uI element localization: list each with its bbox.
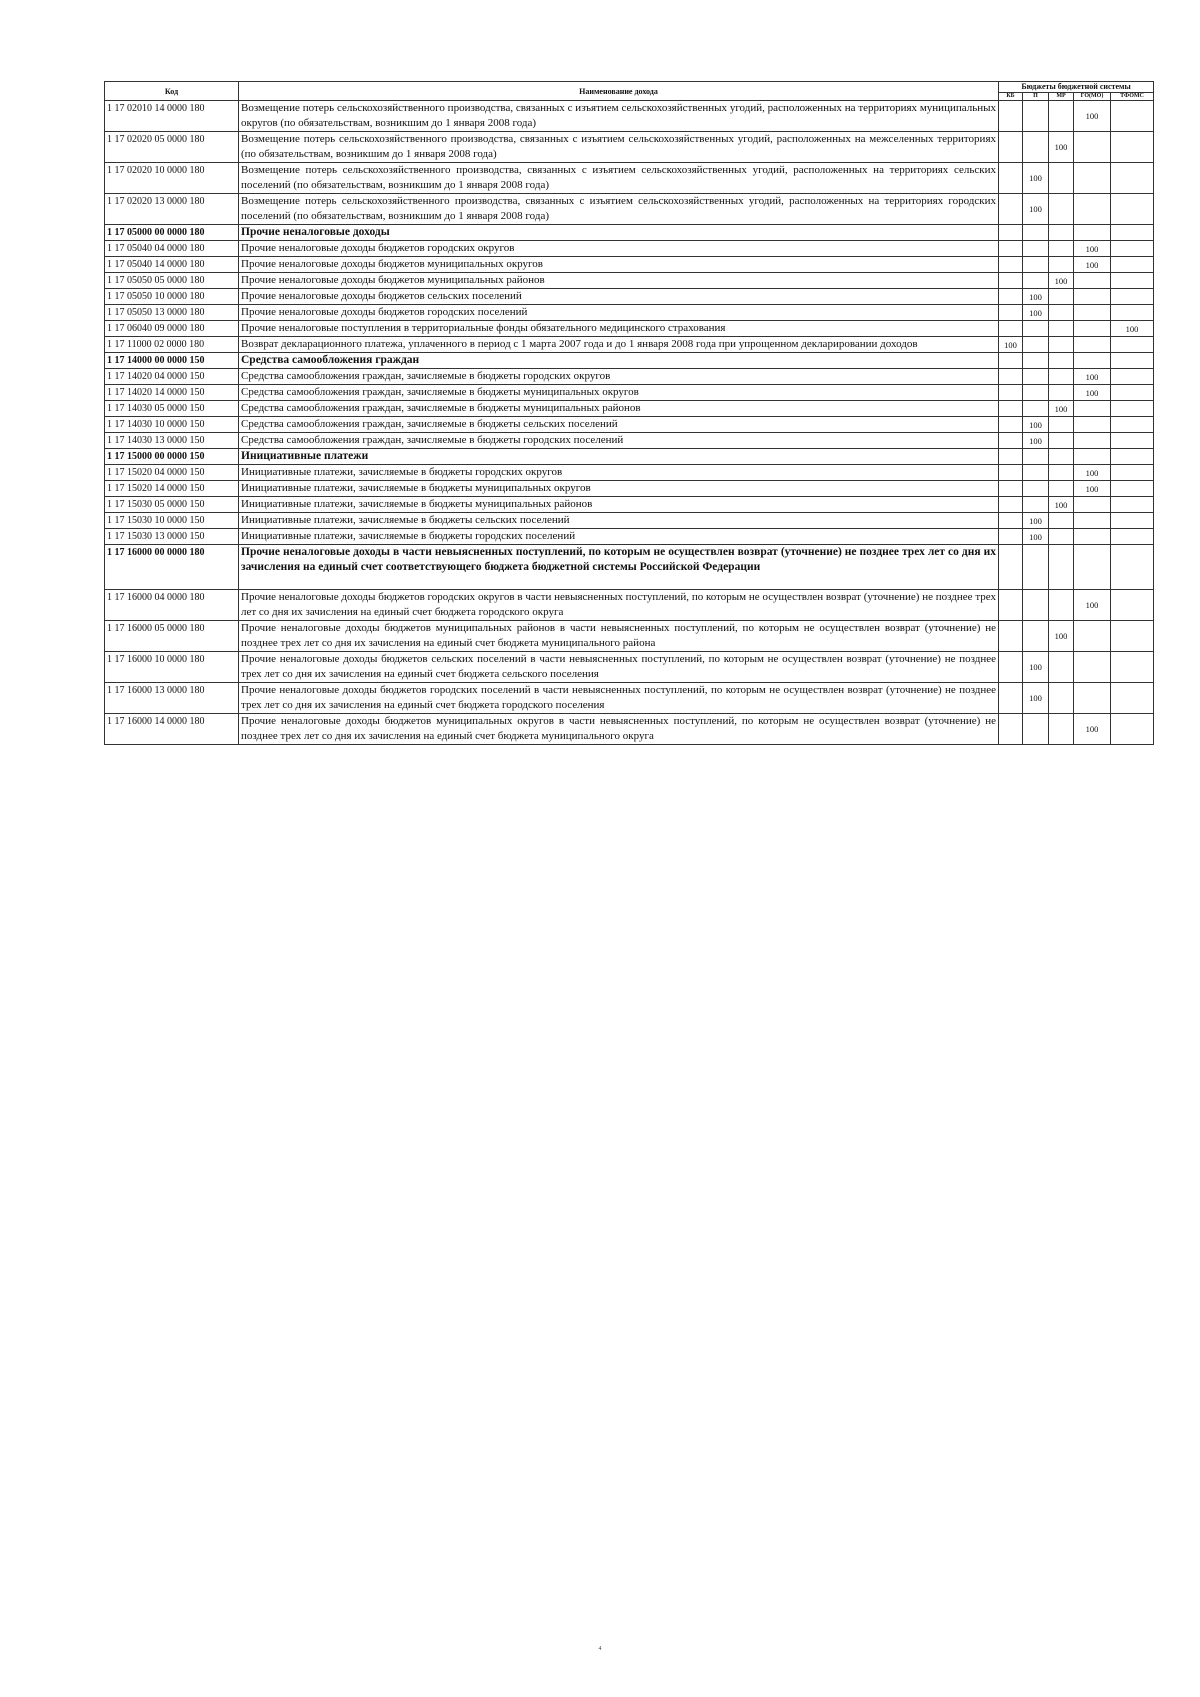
share-p: [1023, 225, 1049, 241]
share-kb: [999, 225, 1023, 241]
share-mr: [1049, 652, 1074, 683]
share-mr: [1049, 433, 1074, 449]
table-body: [105, 101, 1154, 745]
table-row: [105, 621, 1154, 652]
table-row: [105, 529, 1154, 545]
share-mr: [1049, 590, 1074, 621]
share-tfoms: [1111, 289, 1154, 305]
revenue-name: Прочие неналоговые доходы бюджетов сельских поселений: [239, 289, 999, 305]
share-p: [1023, 337, 1049, 353]
revenue-name: Инициативные платежи, зачисляемые в бюджеты муниципальных районов: [239, 497, 999, 513]
share-mr: 100: [1049, 497, 1074, 513]
table-row: [105, 321, 1154, 337]
revenue-code: 1 17 05040 14 0000 180: [105, 257, 239, 273]
document-page: [104, 81, 1153, 745]
share-tfoms: [1111, 652, 1154, 683]
header-col-kb: КБ: [999, 93, 1023, 101]
share-go-mo: [1074, 321, 1111, 337]
revenue-name: Инициативные платежи, зачисляемые в бюджеты сельских поселений: [239, 513, 999, 529]
share-p: [1023, 369, 1049, 385]
share-p: [1023, 621, 1049, 652]
revenue-code: 1 17 05050 05 0000 180: [105, 273, 239, 289]
share-tfoms: [1111, 305, 1154, 321]
revenue-name: Прочие неналоговые доходы бюджетов городских округов: [239, 241, 999, 257]
share-tfoms: 100: [1111, 321, 1154, 337]
share-p: 100: [1023, 433, 1049, 449]
header-col-go-mo: ГО(МО): [1074, 93, 1111, 101]
share-kb: [999, 369, 1023, 385]
table-row: [105, 337, 1154, 353]
table-row: [105, 590, 1154, 621]
share-p: 100: [1023, 513, 1049, 529]
share-tfoms: [1111, 590, 1154, 621]
header-col-p: П: [1023, 93, 1049, 101]
share-mr: [1049, 225, 1074, 241]
revenue-name: Инициативные платежи: [239, 449, 999, 465]
share-tfoms: [1111, 101, 1154, 132]
share-kb: [999, 513, 1023, 529]
share-kb: [999, 714, 1023, 745]
table-header-row: [105, 82, 1154, 93]
share-kb: [999, 465, 1023, 481]
share-p: 100: [1023, 305, 1049, 321]
share-kb: [999, 132, 1023, 163]
revenue-code: 1 17 16000 00 0000 180: [105, 545, 239, 590]
share-go-mo: [1074, 225, 1111, 241]
revenue-code: 1 17 15000 00 0000 150: [105, 449, 239, 465]
share-go-mo: [1074, 513, 1111, 529]
revenue-name: Прочие неналоговые доходы бюджетов сельских поселений в части невыясненных поступлений, по которым не осуществлен возврат (уточнение) не позднее трех лет со дня их зачисления на единый счет бюджета сельского поселения: [239, 652, 999, 683]
share-go-mo: [1074, 401, 1111, 417]
share-tfoms: [1111, 241, 1154, 257]
share-go-mo: [1074, 273, 1111, 289]
share-go-mo: [1074, 529, 1111, 545]
table-row: [105, 163, 1154, 194]
share-go-mo: [1074, 132, 1111, 163]
share-kb: [999, 449, 1023, 465]
table-row: [105, 273, 1154, 289]
table-row: [105, 369, 1154, 385]
share-kb: [999, 353, 1023, 369]
share-tfoms: [1111, 194, 1154, 225]
share-tfoms: [1111, 273, 1154, 289]
revenue-code: 1 17 16000 13 0000 180: [105, 683, 239, 714]
share-p: 100: [1023, 289, 1049, 305]
header-col-tfoms: ТФОМС: [1111, 93, 1154, 101]
share-kb: [999, 241, 1023, 257]
share-kb: [999, 621, 1023, 652]
revenue-name: Инициативные платежи, зачисляемые в бюджеты муниципальных округов: [239, 481, 999, 497]
share-kb: [999, 321, 1023, 337]
share-kb: [999, 545, 1023, 590]
share-kb: [999, 652, 1023, 683]
revenue-code: 1 17 16000 14 0000 180: [105, 714, 239, 745]
section-row: [105, 225, 1154, 241]
section-row: [105, 545, 1154, 590]
revenue-name: Средства самообложения граждан, зачисляемые в бюджеты сельских поселений: [239, 417, 999, 433]
revenue-name: Прочие неналоговые доходы бюджетов городских округов в части невыясненных поступлений, по которым не осуществлен возврат (уточнение) не позднее трех лет со дня их зачисления на единый счет бюджета городского округа: [239, 590, 999, 621]
share-tfoms: [1111, 132, 1154, 163]
revenue-code: 1 17 15020 14 0000 150: [105, 481, 239, 497]
revenue-code: 1 17 02020 05 0000 180: [105, 132, 239, 163]
share-mr: [1049, 321, 1074, 337]
revenue-name: Прочие неналоговые доходы бюджетов муниципальных районов в части невыясненных поступлений, по которым не осуществлен возврат (уточнение) не позднее трех лет со дня их зачисления на единый счет бюджета муниципального района: [239, 621, 999, 652]
section-row: [105, 449, 1154, 465]
share-tfoms: [1111, 529, 1154, 545]
share-mr: [1049, 369, 1074, 385]
share-go-mo: [1074, 621, 1111, 652]
share-tfoms: [1111, 385, 1154, 401]
revenue-code: 1 17 14030 05 0000 150: [105, 401, 239, 417]
table-row: [105, 465, 1154, 481]
share-p: [1023, 257, 1049, 273]
share-go-mo: [1074, 417, 1111, 433]
table-row: [105, 433, 1154, 449]
table-row: [105, 401, 1154, 417]
revenue-name: Прочие неналоговые доходы: [239, 225, 999, 241]
share-go-mo: 100: [1074, 101, 1111, 132]
share-go-mo: 100: [1074, 714, 1111, 745]
share-p: 100: [1023, 163, 1049, 194]
table-row: [105, 289, 1154, 305]
header-col-mr: МР: [1049, 93, 1074, 101]
share-tfoms: [1111, 621, 1154, 652]
share-tfoms: [1111, 353, 1154, 369]
revenue-name: Инициативные платежи, зачисляемые в бюджеты городских поселений: [239, 529, 999, 545]
share-kb: [999, 163, 1023, 194]
share-go-mo: 100: [1074, 481, 1111, 497]
table-row: [105, 652, 1154, 683]
revenue-name: Прочие неналоговые доходы бюджетов городских поселений в части невыясненных поступлений, по которым не осуществлен возврат (уточнение) не позднее трех лет со дня их зачисления на единый счет бюджета городского поселения: [239, 683, 999, 714]
share-mr: 100: [1049, 401, 1074, 417]
table-row: [105, 305, 1154, 321]
revenue-code: 1 17 14000 00 0000 150: [105, 353, 239, 369]
share-mr: [1049, 465, 1074, 481]
share-go-mo: [1074, 449, 1111, 465]
share-go-mo: 100: [1074, 241, 1111, 257]
share-mr: [1049, 353, 1074, 369]
table-row: [105, 241, 1154, 257]
revenue-name: Прочие неналоговые доходы бюджетов городских поселений: [239, 305, 999, 321]
header-revenue-name: Наименование дохода: [239, 82, 999, 101]
revenue-code: 1 17 15020 04 0000 150: [105, 465, 239, 481]
table-row: [105, 101, 1154, 132]
share-tfoms: [1111, 545, 1154, 590]
share-mr: [1049, 101, 1074, 132]
share-p: [1023, 353, 1049, 369]
share-go-mo: [1074, 194, 1111, 225]
share-go-mo: [1074, 545, 1111, 590]
share-p: [1023, 481, 1049, 497]
share-tfoms: [1111, 337, 1154, 353]
share-tfoms: [1111, 417, 1154, 433]
share-p: [1023, 321, 1049, 337]
share-p: 100: [1023, 417, 1049, 433]
share-tfoms: [1111, 401, 1154, 417]
revenue-code: 1 17 02010 14 0000 180: [105, 101, 239, 132]
share-p: [1023, 401, 1049, 417]
share-go-mo: [1074, 497, 1111, 513]
share-mr: [1049, 289, 1074, 305]
share-p: [1023, 714, 1049, 745]
share-tfoms: [1111, 465, 1154, 481]
revenue-name: Инициативные платежи, зачисляемые в бюджеты городских округов: [239, 465, 999, 481]
share-p: [1023, 101, 1049, 132]
share-kb: [999, 385, 1023, 401]
share-go-mo: [1074, 433, 1111, 449]
page-number: 4: [598, 1646, 602, 1652]
share-mr: [1049, 337, 1074, 353]
share-go-mo: [1074, 683, 1111, 714]
share-tfoms: [1111, 714, 1154, 745]
share-mr: [1049, 305, 1074, 321]
header-code: Код: [105, 82, 239, 101]
revenue-name: Средства самообложения граждан, зачисляемые в бюджеты муниципальных районов: [239, 401, 999, 417]
share-mr: [1049, 417, 1074, 433]
table-row: [105, 132, 1154, 163]
share-mr: [1049, 257, 1074, 273]
share-go-mo: [1074, 163, 1111, 194]
share-go-mo: 100: [1074, 590, 1111, 621]
share-go-mo: [1074, 353, 1111, 369]
revenue-name: Прочие неналоговые доходы бюджетов муниципальных районов: [239, 273, 999, 289]
share-kb: [999, 101, 1023, 132]
share-go-mo: [1074, 337, 1111, 353]
share-p: [1023, 497, 1049, 513]
revenue-code: 1 17 05000 00 0000 180: [105, 225, 239, 241]
revenue-code: 1 17 14030 13 0000 150: [105, 433, 239, 449]
share-kb: [999, 417, 1023, 433]
table-row: [105, 385, 1154, 401]
share-go-mo: 100: [1074, 257, 1111, 273]
share-tfoms: [1111, 449, 1154, 465]
revenue-code: 1 17 14030 10 0000 150: [105, 417, 239, 433]
share-tfoms: [1111, 257, 1154, 273]
share-mr: [1049, 683, 1074, 714]
share-kb: [999, 257, 1023, 273]
revenue-code: 1 17 02020 13 0000 180: [105, 194, 239, 225]
revenue-code: 1 17 15030 05 0000 150: [105, 497, 239, 513]
table-row: [105, 497, 1154, 513]
revenue-code: 1 17 05050 10 0000 180: [105, 289, 239, 305]
share-kb: [999, 683, 1023, 714]
share-kb: [999, 194, 1023, 225]
revenue-name: Прочие неналоговые доходы бюджетов муниципальных округов: [239, 257, 999, 273]
table-row: [105, 683, 1154, 714]
revenue-code: 1 17 05040 04 0000 180: [105, 241, 239, 257]
revenue-name: Средства самообложения граждан, зачисляемые в бюджеты муниципальных округов: [239, 385, 999, 401]
share-mr: [1049, 481, 1074, 497]
share-mr: [1049, 545, 1074, 590]
share-p: 100: [1023, 683, 1049, 714]
revenue-code: 1 17 16000 10 0000 180: [105, 652, 239, 683]
share-p: [1023, 241, 1049, 257]
share-kb: [999, 590, 1023, 621]
revenue-code: 1 17 11000 02 0000 180: [105, 337, 239, 353]
revenue-code: 1 17 15030 10 0000 150: [105, 513, 239, 529]
share-go-mo: 100: [1074, 385, 1111, 401]
revenue-name: Возмещение потерь сельскохозяйственного производства, связанных с изъятием сельскохозяйственных угодий, расположенных на территориях муниципальных округов (по обязательствам, возникшим до 1 января 2008 года): [239, 101, 999, 132]
revenue-code: 1 17 02020 10 0000 180: [105, 163, 239, 194]
revenue-name: Возмещение потерь сельскохозяйственного производства, связанных с изъятием сельскохозяйственных угодий, расположенных на межселенных территориях (по обязательствам, возникшим до 1 января 2008 года): [239, 132, 999, 163]
revenue-name: Средства самообложения граждан, зачисляемые в бюджеты городских округов: [239, 369, 999, 385]
revenue-code: 1 17 14020 04 0000 150: [105, 369, 239, 385]
revenue-name: Прочие неналоговые доходы бюджетов муниципальных округов в части невыясненных поступлений, по которым не осуществлен возврат (уточнение) не позднее трех лет со дня их зачисления на единый счет бюджета муниципального округа: [239, 714, 999, 745]
revenue-code: 1 17 05050 13 0000 180: [105, 305, 239, 321]
share-mr: [1049, 163, 1074, 194]
share-kb: [999, 433, 1023, 449]
table-row: [105, 257, 1154, 273]
table-row: [105, 194, 1154, 225]
share-p: [1023, 449, 1049, 465]
table-row: [105, 417, 1154, 433]
share-mr: 100: [1049, 621, 1074, 652]
share-go-mo: [1074, 289, 1111, 305]
share-kb: [999, 273, 1023, 289]
share-tfoms: [1111, 683, 1154, 714]
share-go-mo: [1074, 305, 1111, 321]
table-row: [105, 481, 1154, 497]
share-go-mo: [1074, 652, 1111, 683]
share-p: [1023, 590, 1049, 621]
revenue-name: Средства самообложения граждан, зачисляемые в бюджеты городских поселений: [239, 433, 999, 449]
share-p: [1023, 132, 1049, 163]
revenue-name: Прочие неналоговые доходы в части невыясненных поступлений, по которым не осуществлен возврат (уточнение) не позднее трех лет со дня их зачисления на единый счет соответствующего бюджета бюджетной системы Российской Федерации: [239, 545, 999, 590]
header-budgets: Бюджеты бюджетной системы: [999, 82, 1154, 93]
revenue-name: Средства самообложения граждан: [239, 353, 999, 369]
share-kb: [999, 305, 1023, 321]
revenue-name: Возврат декларационного платежа, уплаченного в период с 1 марта 2007 года и до 1 января 2008 года при упрощенном декларировании доходов: [239, 337, 999, 353]
share-tfoms: [1111, 433, 1154, 449]
share-p: [1023, 465, 1049, 481]
share-mr: [1049, 449, 1074, 465]
share-p: 100: [1023, 652, 1049, 683]
share-tfoms: [1111, 497, 1154, 513]
share-kb: [999, 401, 1023, 417]
share-kb: [999, 289, 1023, 305]
table-row: [105, 513, 1154, 529]
share-p: 100: [1023, 529, 1049, 545]
table-row: [105, 714, 1154, 745]
revenue-classification-table: [104, 81, 1154, 745]
share-kb: [999, 529, 1023, 545]
share-p: 100: [1023, 194, 1049, 225]
share-kb: [999, 497, 1023, 513]
revenue-code: 1 17 15030 13 0000 150: [105, 529, 239, 545]
share-mr: [1049, 714, 1074, 745]
share-p: [1023, 545, 1049, 590]
share-p: [1023, 273, 1049, 289]
revenue-name: Возмещение потерь сельскохозяйственного производства, связанных с изъятием сельскохозяйственных угодий, расположенных на территориях сельских поселений (по обязательствам, возникшим до 1 января 2008 года): [239, 163, 999, 194]
share-mr: 100: [1049, 132, 1074, 163]
share-mr: 100: [1049, 273, 1074, 289]
share-go-mo: 100: [1074, 369, 1111, 385]
share-mr: [1049, 194, 1074, 225]
share-mr: [1049, 513, 1074, 529]
revenue-code: 1 17 14020 14 0000 150: [105, 385, 239, 401]
share-go-mo: 100: [1074, 465, 1111, 481]
revenue-name: Возмещение потерь сельскохозяйственного производства, связанных с изъятием сельскохозяйственных угодий, расположенных на территориях городских поселений (по обязательствам, возникшим до 1 января 2008 года): [239, 194, 999, 225]
revenue-code: 1 17 06040 09 0000 180: [105, 321, 239, 337]
share-mr: [1049, 529, 1074, 545]
share-tfoms: [1111, 481, 1154, 497]
share-tfoms: [1111, 369, 1154, 385]
share-tfoms: [1111, 225, 1154, 241]
share-kb: 100: [999, 337, 1023, 353]
share-tfoms: [1111, 163, 1154, 194]
revenue-code: 1 17 16000 05 0000 180: [105, 621, 239, 652]
revenue-name: Прочие неналоговые поступления в территориальные фонды обязательного медицинского страхования: [239, 321, 999, 337]
share-mr: [1049, 385, 1074, 401]
section-row: [105, 353, 1154, 369]
share-tfoms: [1111, 513, 1154, 529]
share-mr: [1049, 241, 1074, 257]
revenue-code: 1 17 16000 04 0000 180: [105, 590, 239, 621]
share-kb: [999, 481, 1023, 497]
share-p: [1023, 385, 1049, 401]
